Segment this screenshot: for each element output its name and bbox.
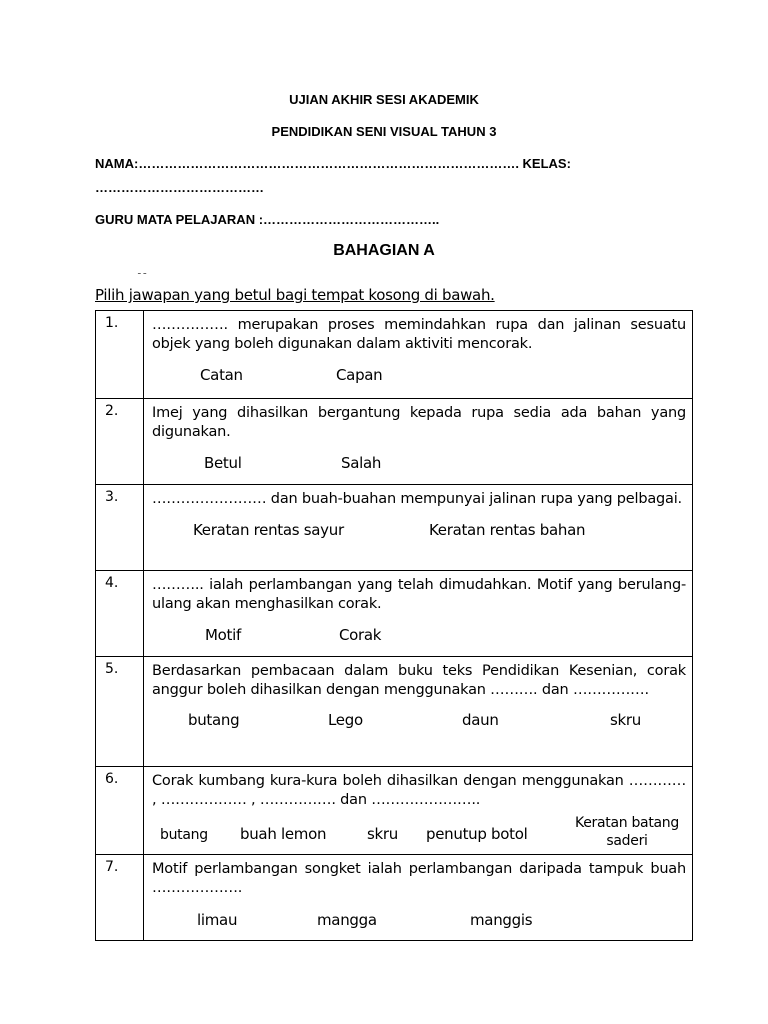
class-fill-line: …………………………………	[95, 180, 264, 195]
option: Keratan rentas sayur	[193, 521, 344, 539]
options	[152, 911, 686, 933]
option: daun	[462, 711, 499, 729]
option: Keratan batang saderi	[575, 815, 679, 849]
options	[152, 814, 686, 852]
option: Lego	[328, 711, 363, 729]
question-number: 1.	[96, 311, 144, 399]
question-row	[96, 485, 693, 571]
options	[152, 626, 686, 648]
name-class-line: NAMA:……………………………………………………………………………. KELAS:	[95, 156, 571, 171]
question-cell	[144, 767, 693, 855]
subject-title: PENDIDIKAN SENI VISUAL TAHUN 3	[271, 124, 497, 139]
question-cell	[144, 311, 693, 399]
question-text: Motif perlambangan songket ialah perlambangan daripada tampuk buah ……………….	[152, 861, 686, 896]
section-title: BAHAGIAN A	[333, 242, 435, 259]
option: penutup botol	[426, 825, 528, 843]
question-number: 3.	[96, 485, 144, 571]
option: skru	[367, 825, 398, 843]
option: skru	[610, 711, 641, 729]
stray-marks: ـ ـ	[138, 267, 147, 277]
options	[152, 521, 686, 543]
question-row	[96, 571, 693, 657]
option: Motif	[205, 626, 241, 644]
question-text: ……………. merupakan proses memindahkan rupa dan jalinan sesuatu objek yang boleh digunakan dalam aktiviti mencorak.	[152, 317, 686, 352]
question-number: 7.	[96, 855, 144, 941]
question-text: ……….. ialah perlambangan yang telah dimudahkan. Motif yang berulang-ulang akan menghasilkan corak.	[152, 577, 686, 612]
options	[152, 454, 686, 476]
options	[152, 366, 686, 388]
option: buah lemon	[240, 825, 327, 843]
question-number: 4.	[96, 571, 144, 657]
question-cell	[144, 855, 693, 941]
question-row	[96, 657, 693, 767]
question-table	[95, 310, 693, 941]
question-text: Berdasarkan pembacaan dalam buku teks Pendidikan Kesenian, corak anggur boleh dihasilkan dengan menggunakan ………. dan …………….	[152, 663, 686, 698]
question-row	[96, 311, 693, 399]
option: Keratan rentas bahan	[429, 521, 586, 539]
question-number: 6.	[96, 767, 144, 855]
question-number: 2.	[96, 399, 144, 485]
option: Catan	[200, 366, 243, 384]
question-row	[96, 399, 693, 485]
option: limau	[197, 911, 238, 929]
instruction: Pilih jawapan yang betul bagi tempat kosong di bawah.	[95, 286, 495, 304]
option: Corak	[339, 626, 382, 644]
option: Betul	[204, 454, 242, 472]
option: Salah	[341, 454, 382, 472]
option: butang	[160, 827, 208, 843]
option: mangga	[317, 911, 377, 929]
question-cell	[144, 571, 693, 657]
teacher-line: GURU MATA PELAJARAN :…………………………………..	[95, 212, 440, 227]
question-text: Corak kumbang kura-kura boleh dihasilkan dengan menggunakan ………… , ……………… , ……………. dan …………………..	[152, 773, 686, 808]
question-cell	[144, 657, 693, 767]
option: butang	[188, 711, 240, 729]
question-cell	[144, 485, 693, 571]
question-number: 5.	[96, 657, 144, 767]
exam-title: UJIAN AKHIR SESI AKADEMIK	[289, 92, 479, 107]
question-row	[96, 767, 693, 855]
question-text: Imej yang dihasilkan bergantung kepada rupa sedia ada bahan yang digunakan.	[152, 405, 686, 440]
question-cell	[144, 399, 693, 485]
option: Capan	[336, 366, 383, 384]
question-row	[96, 855, 693, 941]
option: manggis	[470, 911, 533, 929]
options	[152, 711, 686, 733]
question-text: …………………… dan buah-buahan mempunyai jalinan rupa yang pelbagai.	[152, 491, 682, 507]
